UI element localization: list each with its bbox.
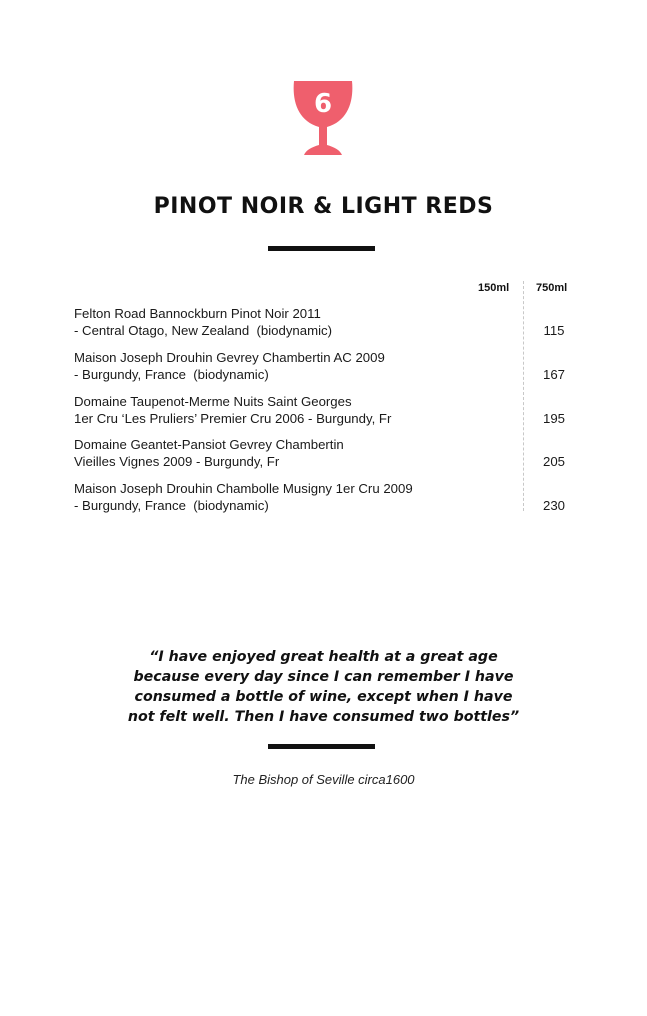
price-750ml: 205 (542, 454, 565, 469)
wine-item (74, 393, 514, 427)
wine-item (74, 480, 514, 514)
wine-item (74, 349, 514, 383)
wine-name: Maison Joseph Drouhin Chambolle Musigny 1er Cru 2009 (74, 481, 413, 496)
column-header-150ml: 150ml (478, 282, 510, 294)
quote-line: because every day since I can remember I have (133, 669, 514, 685)
wine-name: Maison Joseph Drouhin Gevrey Chambertin AC 2009 (74, 350, 385, 365)
quote-line: not felt well. Then I have consumed two bottles” (127, 709, 520, 725)
quote-line: “I have enjoyed great health at a great age (149, 649, 498, 665)
price-750ml: 195 (542, 411, 565, 426)
wine-glass-icon (292, 79, 354, 157)
column-divider (523, 281, 524, 511)
wine-item (74, 305, 514, 339)
wine-origin: - Central Otago, New Zealand (biodynamic) (74, 323, 332, 338)
wine-name: Domaine Taupenot-Merme Nuits Saint Georges (74, 394, 352, 409)
title-divider (268, 246, 375, 251)
wine-origin: 1er Cru ‘Les Pruliers’ Premier Cru 2006 - Burgundy, Fr (74, 411, 392, 426)
wine-origin: Vieilles Vignes 2009 - Burgundy, Fr (74, 454, 280, 469)
wine-origin: - Burgundy, France (biodynamic) (74, 367, 269, 382)
section-title: PINOT NOIR & LIGHT REDS (153, 194, 494, 219)
wine-name: Felton Road Bannockburn Pinot Noir 2011 (74, 306, 321, 321)
wine-origin: - Burgundy, France (biodynamic) (74, 498, 269, 513)
price-750ml: 230 (542, 498, 565, 513)
column-header-750ml: 750ml (536, 282, 568, 294)
quote-divider (268, 744, 375, 749)
wine-name: Domaine Geantet-Pansiot Gevrey Chambertin (74, 437, 344, 452)
quote (100, 647, 547, 727)
wine-item (74, 436, 514, 470)
price-750ml: 115 (543, 323, 565, 338)
quote-attribution: The Bishop of Seville circa1600 (232, 772, 415, 787)
quote-line: consumed a bottle of wine, except when I have (134, 689, 513, 705)
price-750ml: 167 (542, 367, 565, 382)
section-number: 6 (313, 89, 333, 119)
